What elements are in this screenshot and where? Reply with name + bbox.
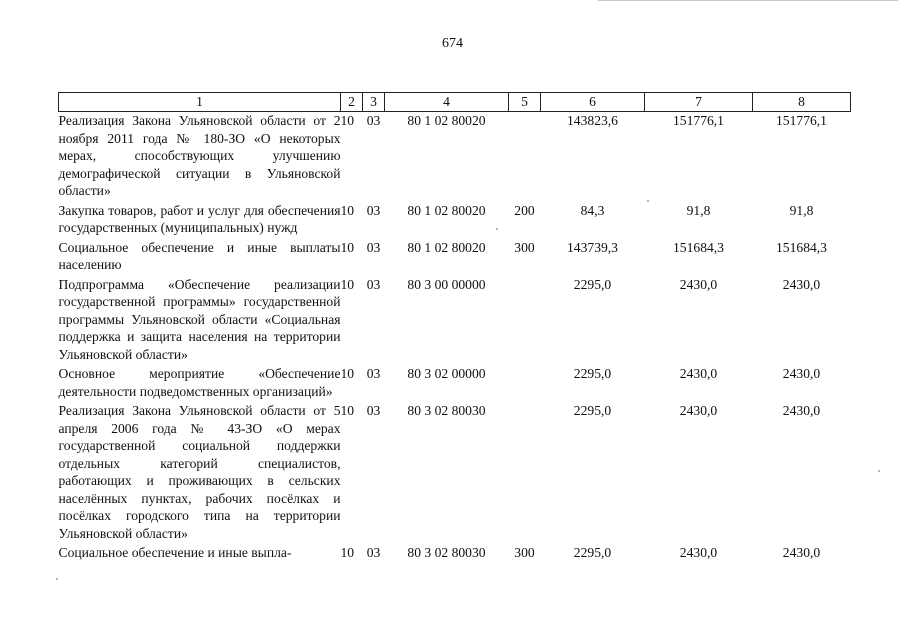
table-row: [59, 544, 851, 564]
row-amount-col8: 151776,1: [776, 113, 827, 128]
row-section: 10: [340, 202, 355, 218]
row-section: 10: [340, 366, 355, 381]
scan-artifact: [598, 0, 898, 1]
column-header-6: 6: [541, 93, 645, 112]
column-header-4: 4: [385, 93, 509, 112]
table-row: [59, 365, 851, 402]
row-amount-col7: 151684,3: [673, 239, 724, 255]
row-section: 10: [340, 113, 355, 128]
row-amount-col8: 2430,0: [782, 276, 821, 292]
table-row: [59, 402, 851, 544]
row-amount-col8: 2430,0: [782, 545, 821, 560]
table-row: [59, 276, 851, 366]
column-header-5: 5: [509, 93, 541, 112]
row-name: Реализация Закона Ульяновской области от 5 апреля 2006 года № 43-ЗО «О мерах государственной социальной поддержки отдельных категорий специалистов, работающих и проживающих в сельских населённых пунктах, рабочих посёлках и посёлках городского типа на территории Ульяновской области»: [58, 403, 341, 541]
row-amount-col7: 2430,0: [679, 545, 718, 560]
row-target-code: 80 3 00 00000: [407, 276, 486, 292]
row-subsection: 03: [366, 366, 381, 381]
row-name: Основное мероприятие «Обеспечение деятельности подведомственных организаций»: [58, 366, 341, 399]
row-target-code: 80 1 02 80020: [407, 239, 486, 255]
row-name: Социальное обеспечение и иные выпла-: [58, 545, 292, 560]
row-name: Социальное обеспечение и иные выплаты населению: [58, 239, 341, 272]
row-name: Подпрограмма «Обеспечение реализации государственной программы» государственной программы Ульяновской области «Социальная поддержка и защита населения на территории Ульяновской области»: [58, 276, 341, 362]
row-expense-type: [509, 402, 541, 544]
row-target-code: 80 1 02 80020: [407, 202, 486, 218]
scan-speck: [647, 200, 649, 202]
row-amount-col6: 2295,0: [573, 276, 612, 292]
row-subsection: 03: [366, 545, 381, 560]
scan-speck: [56, 578, 58, 580]
row-amount-col8: 151684,3: [776, 239, 827, 255]
row-amount-col6: 143739,3: [567, 239, 618, 255]
row-expense-type: 300: [514, 239, 535, 255]
row-name: Закупка товаров, работ и услуг для обеспечения государственных (муниципальных) нужд: [58, 202, 341, 235]
row-expense-type: 300: [514, 545, 535, 560]
row-section: 10: [340, 545, 355, 560]
scan-speck: [878, 470, 880, 472]
row-name: Реализация Закона Ульяновской области от 2 ноября 2011 года № 180-ЗО «О некоторых мерах, способствующих улучшению демографической ситуации в Ульяновской области»: [58, 113, 341, 198]
row-subsection: 03: [366, 113, 381, 128]
column-header-1: 1: [59, 93, 341, 112]
column-header-8: 8: [753, 93, 851, 112]
row-amount-col6: 2295,0: [573, 366, 612, 381]
row-section: 10: [340, 276, 355, 292]
table-row: [59, 112, 851, 202]
row-amount-col6: 2295,0: [573, 403, 612, 418]
row-subsection: 03: [366, 403, 381, 418]
table-row: [59, 202, 851, 239]
row-expense-type: [509, 365, 541, 402]
budget-table: [58, 92, 851, 564]
row-amount-col7: 2430,0: [679, 403, 718, 418]
row-amount-col6: 2295,0: [573, 545, 612, 560]
row-expense-type: 200: [514, 202, 535, 218]
row-expense-type: [509, 276, 541, 366]
row-section: 10: [340, 403, 355, 418]
page-number: 674: [442, 36, 463, 51]
row-target-code: 80 3 02 80030: [407, 545, 486, 560]
row-target-code: 80 3 02 80030: [407, 403, 486, 418]
row-target-code: 80 1 02 80020: [407, 113, 486, 128]
row-subsection: 03: [366, 239, 381, 255]
row-expense-type: [509, 112, 541, 202]
row-amount-col6: 143823,6: [567, 113, 618, 128]
column-header-2: 2: [341, 93, 363, 112]
scan-speck: [496, 228, 498, 230]
row-section: 10: [340, 239, 355, 255]
column-header-7: 7: [645, 93, 753, 112]
row-amount-col7: 91,8: [686, 202, 711, 218]
table-row: [59, 239, 851, 276]
row-target-code: 80 3 02 00000: [407, 366, 486, 381]
header-row: [59, 93, 851, 112]
row-amount-col8: 91,8: [789, 202, 814, 218]
row-amount-col7: 151776,1: [673, 113, 724, 128]
row-amount-col6: 84,3: [580, 202, 605, 218]
row-amount-col7: 2430,0: [679, 276, 718, 292]
row-subsection: 03: [366, 276, 381, 292]
row-amount-col7: 2430,0: [679, 366, 718, 381]
row-amount-col8: 2430,0: [782, 366, 821, 381]
column-header-3: 3: [363, 93, 385, 112]
row-amount-col8: 2430,0: [782, 403, 821, 418]
row-subsection: 03: [366, 202, 381, 218]
